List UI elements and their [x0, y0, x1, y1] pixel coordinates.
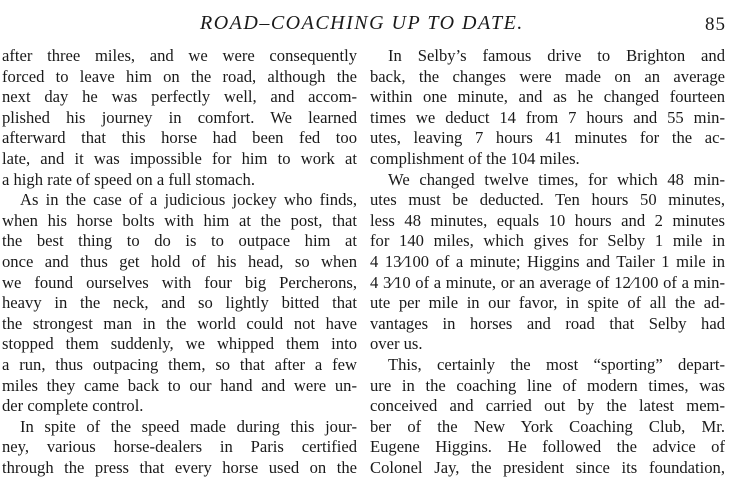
- text-line: plished his journey in comfort. We learned: [2, 107, 357, 127]
- left-column: [2, 46, 357, 478]
- text-line: once and thus get hold of his head, so when: [2, 251, 357, 271]
- text-line: the best thing to do is to outpace him at: [2, 231, 357, 251]
- text-line: when his horse bolts with him at the post, that: [2, 210, 357, 230]
- text-line: Colonel Jay, the president since its foundation,: [370, 457, 725, 477]
- text-line: forced to leave him on the road, although the: [2, 66, 357, 86]
- right-column: [370, 46, 725, 478]
- text-line: within one minute, and as he changed fourteen: [370, 87, 725, 107]
- text-line: utes must be deducted. Ten hours 50 minutes,: [370, 190, 725, 210]
- text-line: ber of the New York Coaching Club, Mr.: [370, 416, 725, 436]
- running-title: ROAD–COACHING UP TO DATE.: [200, 12, 524, 34]
- text-line: der complete control.: [2, 396, 144, 416]
- text-line: miles they came back to our hand and were un-: [2, 375, 357, 395]
- text-line: This, certainly the most “sporting” depart-: [388, 354, 725, 374]
- text-line: next day he was perfectly well, and accom-: [2, 87, 357, 107]
- text-line: ure in the coaching line of modern times, was: [370, 375, 725, 395]
- text-line: stopped them suddenly, we whipped them into: [2, 334, 357, 354]
- text-line: We changed twelve times, for which 48 min-: [388, 169, 725, 189]
- running-header: [0, 12, 744, 36]
- text-line: the strongest man in the world could not have: [2, 313, 357, 333]
- text-line: As in the case of a judicious jockey who finds,: [20, 190, 357, 210]
- text-line: a high rate of speed on a full stomach.: [2, 169, 255, 189]
- text-line: In Selby’s famous drive to Brighton and: [388, 46, 725, 65]
- text-line: we found ourselves with four big Percherons,: [2, 272, 357, 292]
- text-line: heavy in the neck, and so lightly bitted that: [2, 293, 357, 313]
- page-number: 85: [705, 14, 726, 35]
- text-line: In spite of the speed made during this jour-: [20, 416, 357, 436]
- text-line: late, and it was impossible for him to work at: [2, 148, 357, 168]
- text-line: ute per mile in our favor, in spite of all the ad-: [370, 293, 725, 313]
- text-line: less 48 minutes, equals 10 hours and 2 minutes: [370, 210, 725, 230]
- text-line: times we deduct 14 from 7 hours and 55 min-: [370, 107, 725, 127]
- text-line: conceived and carried out by the latest mem-: [370, 396, 725, 416]
- text-line: complishment of the 104 miles.: [370, 148, 580, 168]
- text-line: back, the changes were made on an average: [370, 66, 725, 86]
- text-line: 4 3⁄10 of a minute, or an average of 12⁄100 of a min-: [370, 272, 725, 292]
- text-line: for 140 miles, which gives for Selby 1 mile in: [370, 231, 725, 251]
- text-line: 4 13⁄100 of a minute; Higgins and Tailer 1 mile in: [370, 251, 725, 271]
- text-line: a run, thus outpacing them, so that after a few: [2, 354, 357, 374]
- text-line: Eugene Higgins. He followed the advice of: [370, 437, 725, 457]
- text-line: afterward that this horse had been fed too: [2, 128, 357, 148]
- text-line: after three miles, and we were consequently: [2, 46, 357, 65]
- text-line: through the press that every horse used on the: [2, 457, 357, 477]
- text-line: utes, leaving 7 hours 41 minutes for the ac-: [370, 128, 725, 148]
- text-line: ney, various horse-dealers in Paris certified: [2, 437, 357, 457]
- text-line: vantages in horses and road that Selby had: [370, 313, 725, 333]
- text-line: over us.: [370, 334, 423, 354]
